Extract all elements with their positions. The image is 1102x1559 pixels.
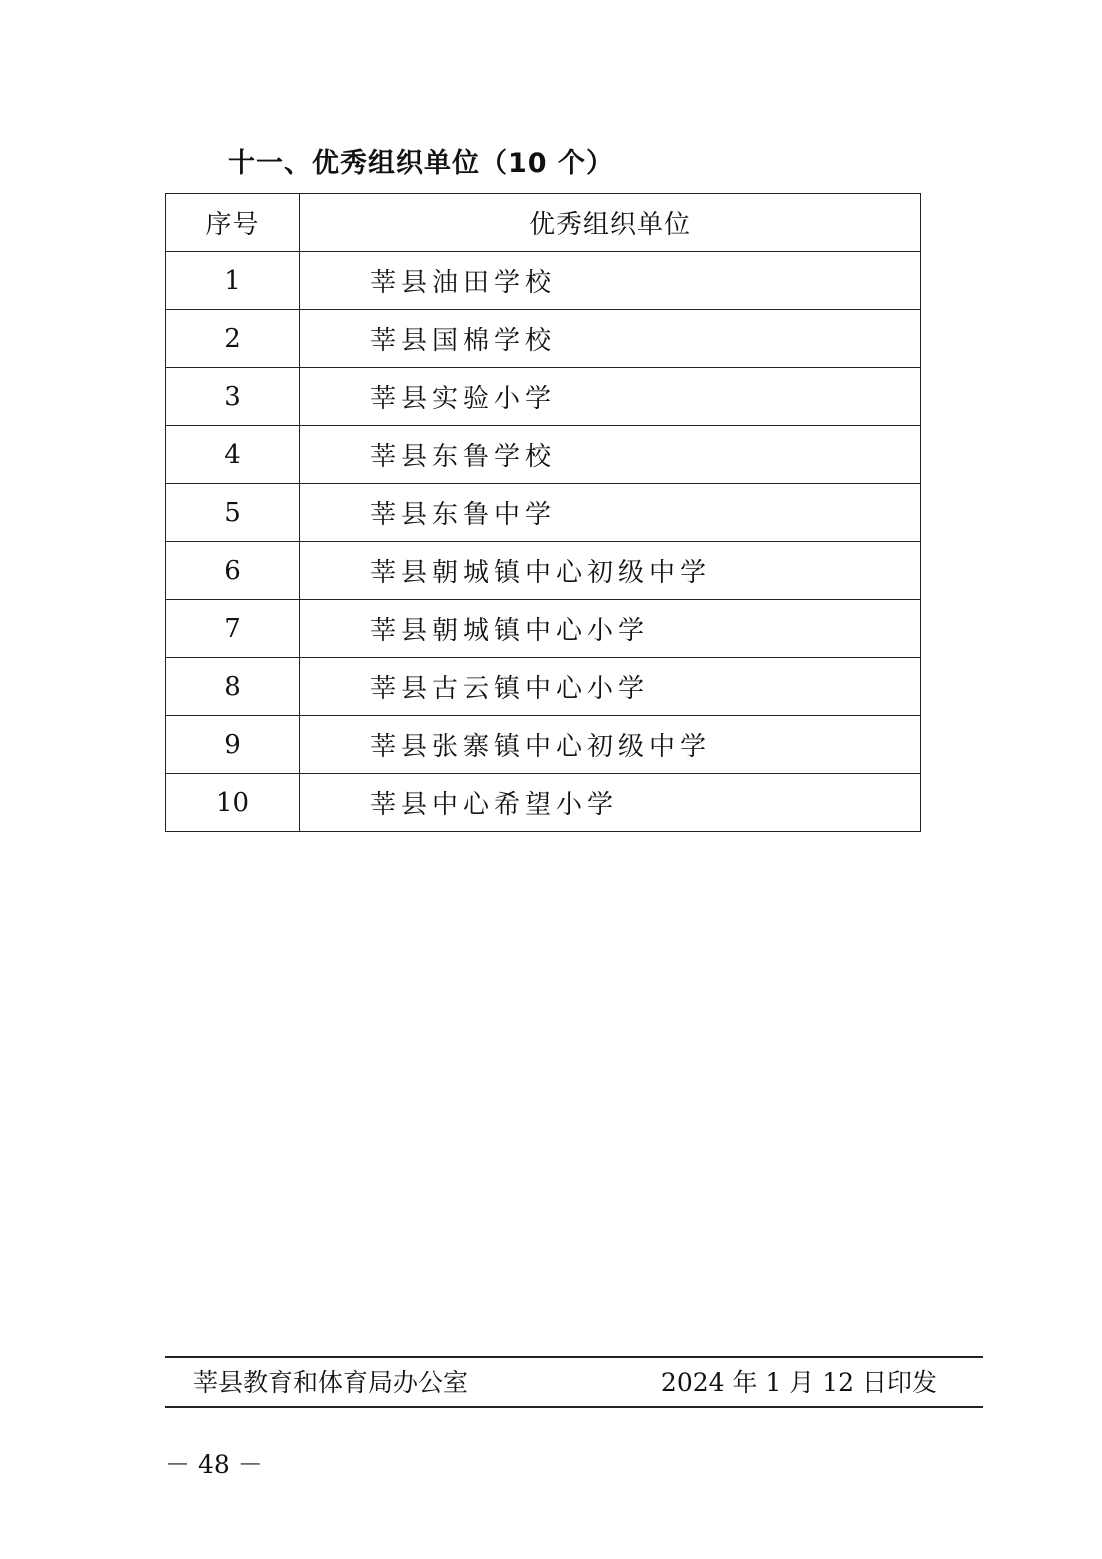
row-unit: 莘县古云镇中心小学 xyxy=(300,658,921,716)
header-index: 序号 xyxy=(166,194,300,252)
table-row xyxy=(166,368,921,426)
row-index: 1 xyxy=(166,252,300,310)
row-index: 3 xyxy=(166,368,300,426)
row-unit: 莘县油田学校 xyxy=(300,252,921,310)
row-unit: 莘县朝城镇中心小学 xyxy=(300,600,921,658)
row-index: 9 xyxy=(166,716,300,774)
header-unit: 优秀组织单位 xyxy=(300,194,921,252)
table-row xyxy=(166,310,921,368)
table-row xyxy=(166,542,921,600)
row-index: 2 xyxy=(166,310,300,368)
table-row xyxy=(166,716,921,774)
footer-issue-date: 2024 年 1 月 12 日印发 xyxy=(660,1368,937,1397)
table-row xyxy=(166,252,921,310)
row-unit: 莘县东鲁学校 xyxy=(300,426,921,484)
row-unit: 莘县东鲁中学 xyxy=(300,484,921,542)
table-row xyxy=(166,658,921,716)
table-row xyxy=(166,426,921,484)
row-index: 8 xyxy=(166,658,300,716)
table-row xyxy=(166,600,921,658)
table-row xyxy=(166,774,921,832)
row-unit: 莘县中心希望小学 xyxy=(300,774,921,832)
footer-top-divider xyxy=(165,1356,983,1358)
row-index: 6 xyxy=(166,542,300,600)
section-title: 十一、优秀组织单位（10 个） xyxy=(228,148,614,179)
row-index: 5 xyxy=(166,484,300,542)
row-unit: 莘县朝城镇中心初级中学 xyxy=(300,542,921,600)
row-unit: 莘县国棉学校 xyxy=(300,310,921,368)
row-index: 7 xyxy=(166,600,300,658)
row-unit: 莘县张寨镇中心初级中学 xyxy=(300,716,921,774)
table-header-row xyxy=(166,194,921,252)
footer-bottom-divider xyxy=(165,1406,983,1408)
footer-issuer: 莘县教育和体育局办公室 xyxy=(193,1368,469,1397)
excellent-organization-table xyxy=(165,193,921,832)
page-number: － 48 － xyxy=(165,1450,263,1479)
row-unit: 莘县实验小学 xyxy=(300,368,921,426)
row-index: 10 xyxy=(166,774,300,832)
table-row xyxy=(166,484,921,542)
row-index: 4 xyxy=(166,426,300,484)
